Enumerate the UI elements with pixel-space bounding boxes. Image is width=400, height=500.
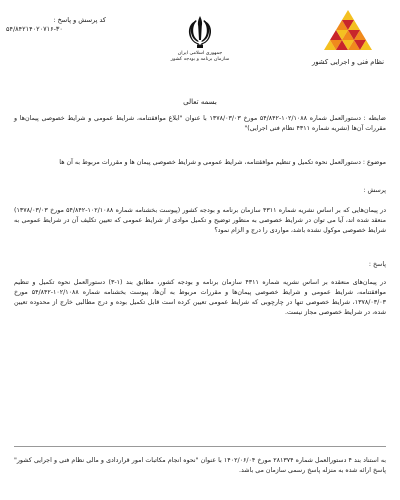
qa-code-label: کد پرسش و پاسخ : [53,16,106,24]
footer-note: به استناد بند ۴ دستورالعمل شماره ۲۸۱۳۷۴ مورخ ۱۴۰۲/۰۶/۰۴ با عنوان "نحوه انجام مکاتبات امور قراردادی و مالی نظام فنی و اجرایی کشور" پاسخ ارائه شده به منزله پاسخ رسمی سازمان می باشد. [14,457,386,474]
logo-caption: نظام فنی و اجرایی کشور [311,58,384,66]
porsesh-label: پرسش : [363,187,386,194]
bismillah-heading: بسمه تعالی [183,98,217,106]
iran-emblem-block [160,14,240,63]
footer-divider [14,446,386,447]
qa-code-block [6,16,106,34]
zabeteh-paragraph: ضابطه : دستورالعمل شماره ۱۰۲/۱۰۸۸-۵۴/۸۴۲ مورخ ۱۳۷۸/۰۳/۰۳ با عنوان "ابلاغ موافقتنامه، شرایط عمومی و شرایط خصوصی پیمان‌ها و مقررات آن‌ها (نشریه شماره ۴۳۱۱ نظام فنی اجرایی)" [14,115,386,132]
org-name-line2: سازمان برنامه و بودجه کشور [170,57,230,62]
logo-triangle-cells [324,10,372,50]
nezam-fanni-logo-block [302,8,394,67]
nezam-fanni-logo-icon [322,8,374,56]
pasokh-paragraph: در پیمان‌های منعقده بر اساس نشریه شماره ۴۳۱۱ سازمان برنامه و بودجه کشور، مطابق بند (۱-۳) دستورالعمل نحوه تکمیل و تنظیم موافقتنامه، شرایط عمومی و شرایط خصوصی پیمان‌ها و مقررات مربوط به آن‌ها، پیوست بخشنامه شماره ۱۰۲/۱۰۸۸-۵۴/۸۴۲ مورخ ۱۳۷۸/۰۳/۰۳، شرایط خصوصی تنها در چارچوبی که شرایط عمومی تعیین کرده است قابل تکمیل بوده و درج مطالبی خارج از محدوده تعیین شده، در شرایط خصوصی مجاز نیست. [14,279,387,316]
pasokh-label: پاسخ : [368,261,386,268]
mozoo-paragraph: موضوع : دستورالعمل نحوه تکمیل و تنظیم موافقتنامه، شرایط عمومی و شرایط خصوصی پیمان ها و مقررات مربوط به آن ها [59,159,386,166]
iran-emblem-icon [185,14,215,50]
org-name-line1: جمهوری اسلامی ایران [177,51,223,56]
qa-code-value: ۵۴/۸۴۲۱۴۰۲۰۷۱۶-۳۰ [6,25,63,33]
porsesh-paragraph: در پیمان‌هایی که بر اساس نشریه شماره ۴۳۱۱ سازمان برنامه و بودجه کشور (پیوست بخشنامه شماره ۱۰۲/۱۰۸۸-۵۴/۸۴۲ مورخ ۱۳۷۸/۰۳/۰۳) منعقد شده اند، آیا می توان در شرایط خصوصی به منظور توضیح و تکمیل موادی از شرایط عمومی که تعیین تکلیف آن در شرایط عمومی به شرایط خصوصی موکول نشده باشد، مواردی را درج و الزام نمود؟ [14,207,386,234]
